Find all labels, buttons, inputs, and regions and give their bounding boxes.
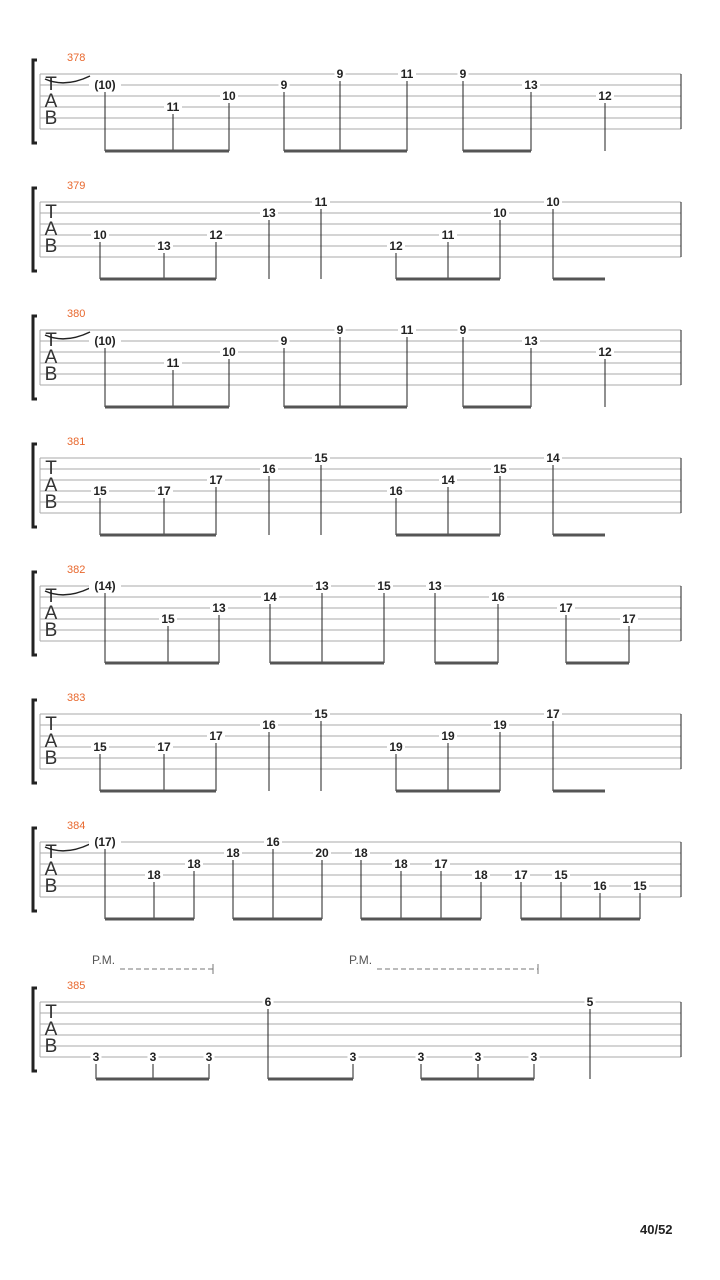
fret-number: 9 <box>280 334 288 348</box>
fret-number: (17) <box>94 835 116 849</box>
tab-clef-letter: T <box>45 586 57 607</box>
fret-number: 14 <box>546 451 560 465</box>
measure-number: 384 <box>67 820 86 832</box>
system-bracket <box>33 700 37 783</box>
fret-number: 11 <box>314 195 328 209</box>
fret-number: 19 <box>441 729 455 743</box>
system-bracket <box>33 444 37 527</box>
tab-clef-letter: B <box>44 620 58 641</box>
fret-number: (10) <box>94 78 116 92</box>
fret-number: 13 <box>524 78 538 92</box>
tab-clef-letter: T <box>45 458 57 479</box>
fret-number: 13 <box>212 601 226 615</box>
fret-number: 16 <box>491 590 505 604</box>
tab-clef-letter: T <box>45 330 57 351</box>
fret-number: 11 <box>166 356 180 370</box>
fret-number: 3 <box>205 1050 213 1064</box>
fret-number: 15 <box>633 879 647 893</box>
fret-number: 19 <box>389 740 403 754</box>
fret-number: 18 <box>394 857 408 871</box>
tab-clef-letter: B <box>44 108 58 129</box>
fret-number: 17 <box>622 612 636 626</box>
fret-number: 10 <box>222 345 236 359</box>
fret-number: 14 <box>263 590 277 604</box>
tab-clef-letter: T <box>45 74 57 95</box>
fret-number: 16 <box>262 462 276 476</box>
tab-clef-letter: B <box>44 364 58 385</box>
fret-number: 3 <box>149 1050 157 1064</box>
fret-number: 9 <box>459 323 467 337</box>
fret-number: 15 <box>93 484 107 498</box>
fret-number: 10 <box>222 89 236 103</box>
system-bracket <box>33 60 37 143</box>
system-bracket <box>33 572 37 655</box>
fret-number: 18 <box>354 846 368 860</box>
fret-number: 17 <box>434 857 448 871</box>
measure-number: 378 <box>67 52 86 64</box>
fret-number: 15 <box>93 740 107 754</box>
fret-number: 19 <box>493 718 507 732</box>
fret-number: 15 <box>377 579 391 593</box>
page-number: 40/52 <box>640 1222 673 1237</box>
fret-number: 15 <box>493 462 507 476</box>
fret-number: 9 <box>336 67 344 81</box>
fret-number: 9 <box>280 78 288 92</box>
tab-clef-letter: B <box>44 236 58 257</box>
fret-number: 17 <box>209 729 223 743</box>
fret-number: 16 <box>266 835 280 849</box>
tab-clef-letter: A <box>44 475 58 496</box>
fret-number: 3 <box>530 1050 538 1064</box>
fret-number: 15 <box>314 451 328 465</box>
fret-number: 10 <box>546 195 560 209</box>
fret-number: 11 <box>400 67 414 81</box>
measure-number: 381 <box>67 436 86 448</box>
fret-number: 3 <box>92 1050 100 1064</box>
fret-number: 3 <box>417 1050 425 1064</box>
palm-mute-label: P.M. <box>92 953 116 967</box>
tab-clef-letter: A <box>44 1019 58 1040</box>
fret-number: 9 <box>459 67 467 81</box>
tab-clef-letter: T <box>45 714 57 735</box>
fret-number: (14) <box>94 579 116 593</box>
measure-number: 382 <box>67 564 86 576</box>
measure-number: 380 <box>67 308 86 320</box>
fret-number: 17 <box>514 868 528 882</box>
fret-number: 17 <box>157 484 171 498</box>
tab-clef-letter: A <box>44 603 58 624</box>
fret-number: 15 <box>161 612 175 626</box>
tab-clef-letter: B <box>44 492 58 513</box>
fret-number: 10 <box>493 206 507 220</box>
fret-number: 20 <box>315 846 329 860</box>
tab-clef-letter: A <box>44 91 58 112</box>
fret-number: 12 <box>598 345 612 359</box>
system-bracket <box>33 188 37 271</box>
fret-number: 18 <box>187 857 201 871</box>
tab-clef-letter: B <box>44 748 58 769</box>
fret-number: 15 <box>554 868 568 882</box>
fret-number: 13 <box>157 239 171 253</box>
fret-number: 3 <box>349 1050 357 1064</box>
fret-number: 12 <box>598 89 612 103</box>
fret-number: 5 <box>586 995 594 1009</box>
fret-number: 18 <box>474 868 488 882</box>
fret-number: 11 <box>441 228 455 242</box>
fret-number: 18 <box>147 868 161 882</box>
fret-number: 17 <box>209 473 223 487</box>
fret-number: (10) <box>94 334 116 348</box>
fret-number: 3 <box>474 1050 482 1064</box>
fret-number: 6 <box>264 995 272 1009</box>
fret-number: 13 <box>524 334 538 348</box>
tab-clef-letter: B <box>44 1036 58 1057</box>
fret-number: 16 <box>593 879 607 893</box>
system-bracket <box>33 316 37 399</box>
measure-number: 379 <box>67 180 86 192</box>
palm-mute-label: P.M. <box>349 953 373 967</box>
fret-number: 16 <box>389 484 403 498</box>
system-bracket <box>33 828 37 911</box>
fret-number: 12 <box>389 239 403 253</box>
fret-number: 17 <box>546 707 560 721</box>
measure-number: 385 <box>67 980 86 992</box>
system-bracket <box>33 988 37 1071</box>
fret-number: 17 <box>559 601 573 615</box>
tab-clef-letter: B <box>44 876 58 897</box>
measure-number: 383 <box>67 692 86 704</box>
tab-clef-letter: T <box>45 842 57 863</box>
fret-number: 13 <box>262 206 276 220</box>
fret-number: 10 <box>93 228 107 242</box>
tab-clef-letter: T <box>45 1002 57 1023</box>
fret-number: 12 <box>209 228 223 242</box>
fret-number: 11 <box>400 323 414 337</box>
tab-clef-letter: A <box>44 219 58 240</box>
tab-clef-letter: A <box>44 731 58 752</box>
fret-number: 9 <box>336 323 344 337</box>
tab-clef-letter: T <box>45 202 57 223</box>
fret-number: 11 <box>166 100 180 114</box>
fret-number: 16 <box>262 718 276 732</box>
tab-clef-letter: A <box>44 347 58 368</box>
fret-number: 14 <box>441 473 455 487</box>
fret-number: 17 <box>157 740 171 754</box>
fret-number: 18 <box>226 846 240 860</box>
fret-number: 15 <box>314 707 328 721</box>
fret-number: 13 <box>428 579 442 593</box>
tab-clef-letter: A <box>44 859 58 880</box>
fret-number: 13 <box>315 579 329 593</box>
